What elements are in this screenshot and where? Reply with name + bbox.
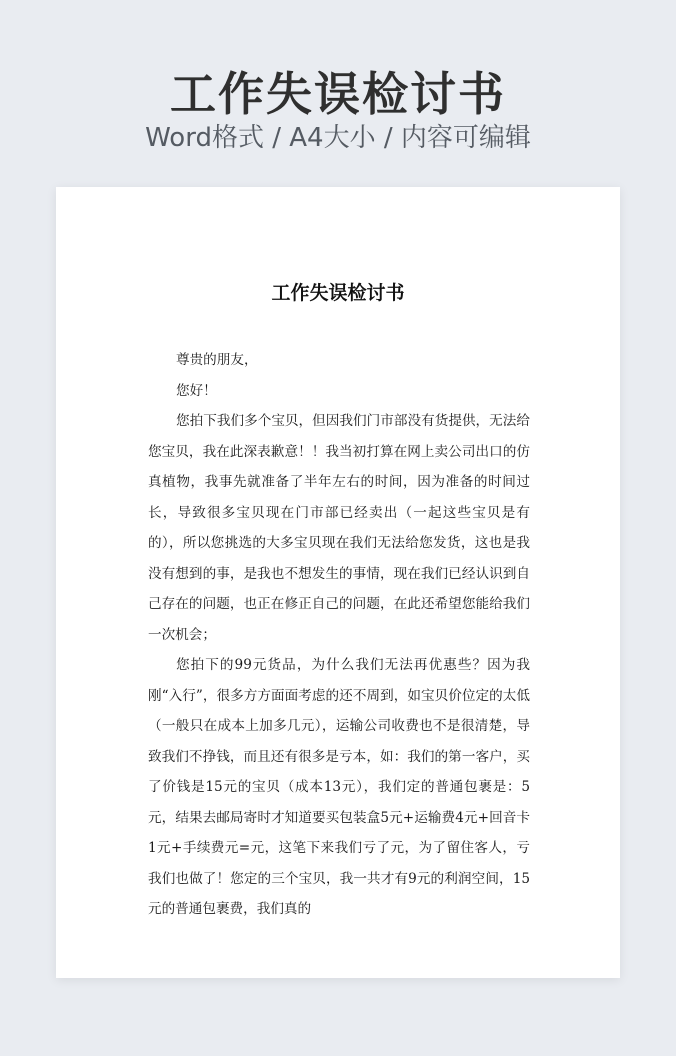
banner-title: 工作失误检讨书 xyxy=(170,67,506,121)
document-salutation: 您好！ xyxy=(176,382,217,399)
document-paragraph: 您拍下我们多个宝贝，但因我们门市部没有货提供，无法给您宝贝，我在此深表歉意！！我当初打算在网上卖公司出口的仿真植物，我事先就准备了半年左右的时间，因为准备的时间过长，导致很多宝贝现在门市部已经卖出（一起这些宝贝是有的），所以您挑选的大多宝贝现在我们无法给您发货，这也是我没有想到的事，是我也不想发生的事情，现在我们已经认识到自己存在的问题，也正在修正自己的问题，在此还希望您能给我们一次机会； xyxy=(148,413,530,643)
document-body xyxy=(148,345,530,925)
document-page xyxy=(56,187,620,978)
document-title: 工作失误检讨书 xyxy=(271,282,405,304)
document-paragraph: 您拍下的99元货品，为什么我们无法再优惠些？因为我刚“入行”，很多方方面面考虑的还不周到，如宝贝价位定的太低（一般只在成本上加多几元），运输公司收费也不是很清楚，导致我们不挣钱，而且还有很多是亏本，如：我们的第一客户，买了价钱是15元的宝贝（成本13元），我们定的普通包裹是：5元，结果去邮局寄时才知道要买包装盒5元+运输费4元+回音卡1元+手续费元=元，这笔下来我们亏了元，为了留住客人，亏我们也做了！您定的三个宝贝，我一共才有9元的利润空间，15元的普通包裹费，我们真的 xyxy=(148,657,530,917)
document-greeting: 尊贵的朋友， xyxy=(176,352,258,368)
banner-subtitle: Word格式 / A4大小 / 内容可编辑 xyxy=(145,123,531,153)
